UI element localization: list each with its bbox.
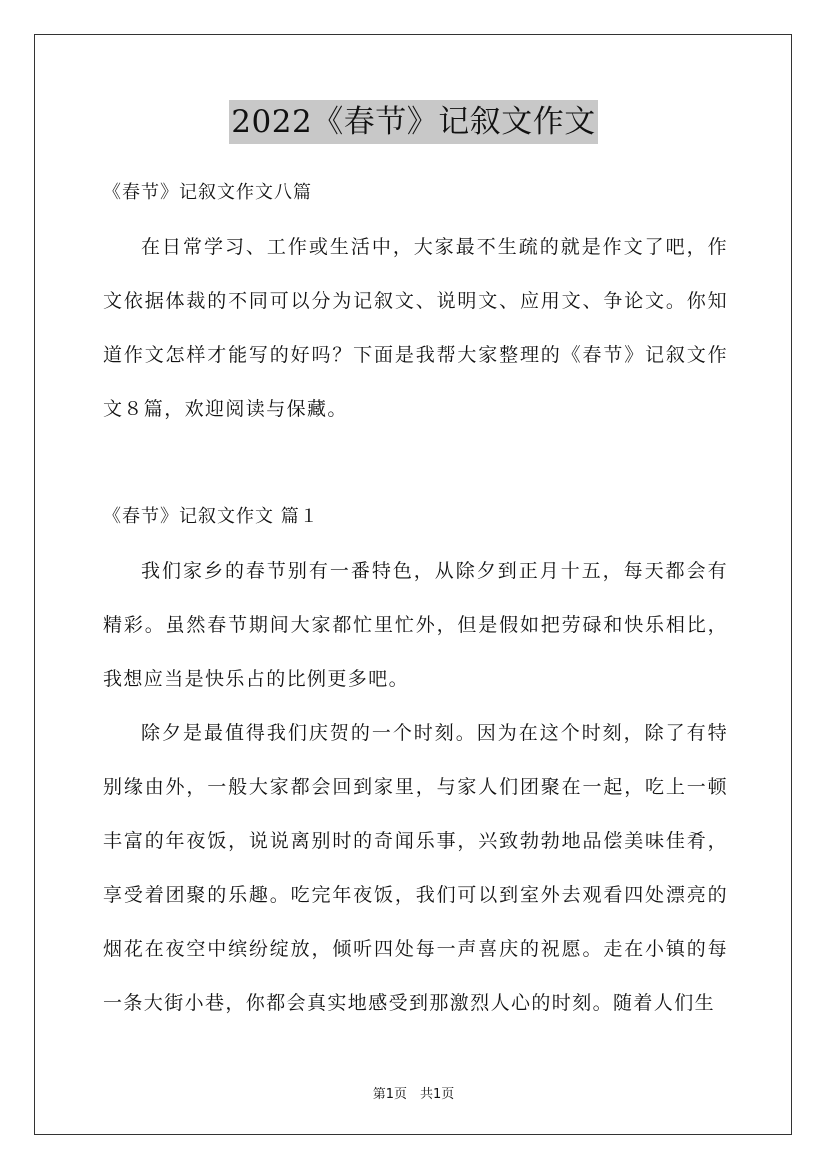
- section-heading: 《春节》记叙文作文 篇１: [103, 506, 319, 527]
- document-subtitle: 《春节》记叙文作文八篇: [103, 182, 312, 203]
- section-spacer: [103, 436, 728, 490]
- title-container: [0, 100, 827, 144]
- document-body: [103, 166, 728, 1030]
- body-paragraph-2: 除夕是最值得我们庆贺的一个时刻。因为在这个时刻，除了有特别缘由外，一般大家都会回到家里，与家人们团聚在一起，吃上一顿丰富的年夜饭，说说离别时的奇闻乐事，兴致勃勃地品偿美味佳肴，享受着团聚的乐趣。吃完年夜饭，我们可以到室外去观看四处漂亮的烟花在夜空中缤纷绽放，倾听四处每一声喜庆的祝愿。走在小镇的每一条大街小巷，你都会真实地感受到那激烈人心的时刻。随着人们生: [103, 722, 728, 1014]
- body-paragraph-1: 我们家乡的春节别有一番特色，从除夕到正月十五，每天都会有精彩。虽然春节期间大家都忙里忙外，但是假如把劳碌和快乐相比，我想应当是快乐占的比例更多吧。: [103, 560, 728, 690]
- document-title: 2022《春节》记叙文作文: [229, 100, 597, 144]
- page-footer: 第1页 共1页: [372, 1087, 455, 1102]
- intro-paragraph: 在日常学习、工作或生活中，大家最不生疏的就是作文了吧，作文依据体裁的不同可以分为记叙文、说明文、应用文、争论文。你知道作文怎样才能写的好吗？下面是我帮大家整理的《春节》记叙文作文８篇，欢迎阅读与保藏。: [103, 236, 728, 420]
